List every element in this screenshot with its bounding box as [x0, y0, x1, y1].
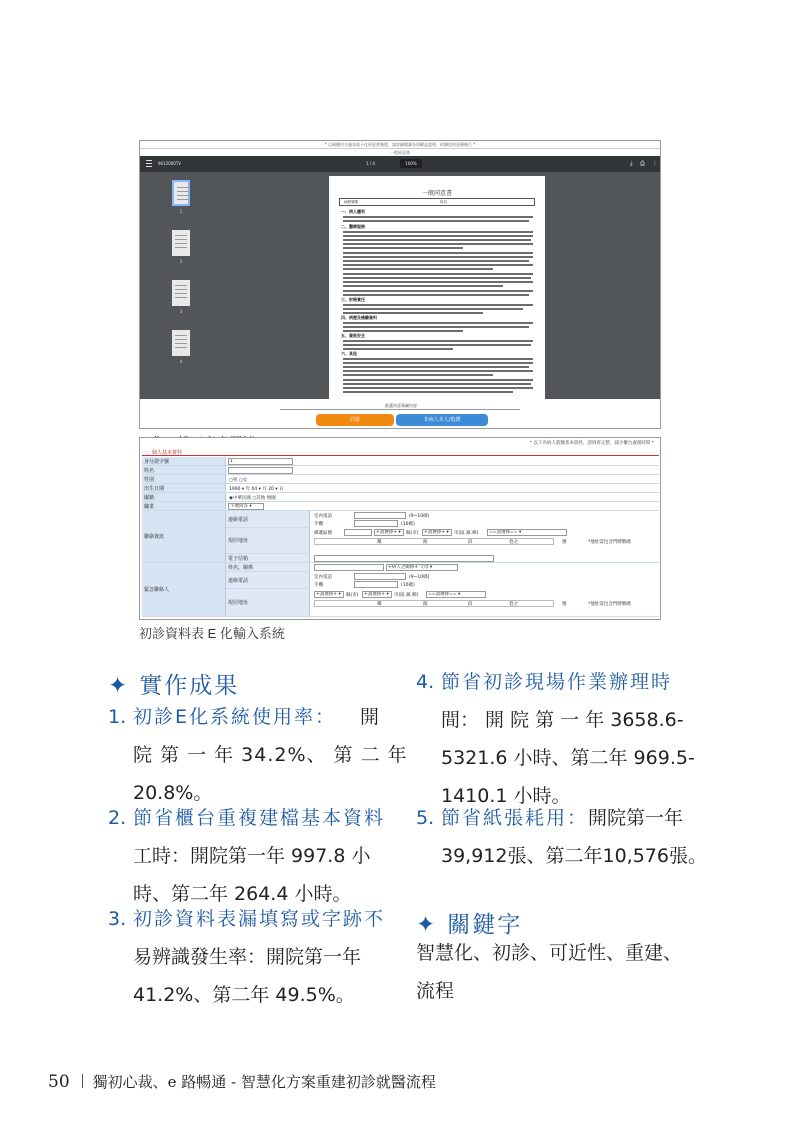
- item-text: 開: [360, 706, 380, 728]
- item-text: 間： 開 院 第 一 年 3658.6-: [441, 709, 684, 731]
- form-note: * 以下為病人就醫基本資料，請填寫完整，減少櫃台處理時間 *: [529, 441, 654, 446]
- list-item: [108, 799, 390, 913]
- address-unit: 路: [423, 540, 428, 545]
- birth-date-select[interactable]: 1990 ▾ 年 04 ▾ 月 20 ▾ 日: [229, 487, 284, 492]
- form-row: [142, 493, 659, 502]
- document-section: 一、病人權利: [341, 209, 365, 214]
- more-icon[interactable]: ⋮: [652, 160, 658, 167]
- field-label: 緊急聯絡人: [142, 563, 226, 616]
- address-unit: 號: [562, 540, 567, 545]
- field-label: 身分證字號: [142, 457, 226, 465]
- field-sublabel: 現居地址: [226, 589, 310, 617]
- district-select[interactable]: +請選擇+ ▾: [422, 529, 452, 536]
- field-sublabel: 姓名、關係: [226, 563, 310, 572]
- home-phone-hint: (9~10碼): [409, 514, 430, 519]
- item-text: 工時：開院第一年 997.8 小: [133, 845, 371, 867]
- zoom-level[interactable]: 100%: [400, 159, 422, 168]
- item-text: 41.2%、第二年 49.5%。: [133, 984, 355, 1006]
- form-row: [142, 475, 659, 484]
- figure-caption: 初診資料表 E 化輸入系統: [139, 626, 285, 641]
- item-text: 5321.6 小時、第二年 969.5-: [441, 747, 695, 769]
- form-row: [142, 457, 659, 466]
- field-label: 性別: [142, 475, 226, 483]
- item-text: 開院第一年: [588, 807, 684, 829]
- address-unit: 鄰: [377, 602, 382, 607]
- list-item: [108, 900, 390, 1014]
- zipcode-input[interactable]: [344, 529, 372, 536]
- heading-text: 實作成果: [139, 673, 240, 699]
- occupation-select[interactable]: 不便回答 ▾: [228, 503, 264, 510]
- address-detail-input[interactable]: [314, 538, 554, 545]
- mobile-input[interactable]: [354, 520, 398, 527]
- download-icon[interactable]: ⤓: [630, 160, 633, 167]
- home-phone-hint: (9~10碼): [409, 575, 430, 580]
- item-text: 時、第二年 264.4 小時。: [133, 883, 352, 905]
- form-row: [142, 484, 659, 493]
- address-hint: *地址需包含門牌號碼: [588, 540, 631, 545]
- thumbnail-label: 3: [179, 309, 183, 314]
- document-title: 一般同意書: [421, 190, 452, 197]
- field-sublabel: 連絡電話: [226, 511, 310, 528]
- agree-button[interactable]: 同意: [316, 414, 394, 426]
- thumbnail-sidebar: [140, 172, 222, 399]
- table-cell: 病歷號碼: [344, 200, 358, 204]
- address-unit: 號: [562, 602, 567, 607]
- section-heading: [108, 667, 239, 700]
- item-text: 院 第 一 年 34.2%、 第 二 年: [133, 744, 408, 766]
- page-thumbnail[interactable]: [172, 280, 190, 306]
- address-unit: 段: [468, 540, 473, 545]
- field-label: 職業: [142, 502, 226, 510]
- field-sublabel: 連絡電話: [226, 572, 310, 589]
- city-select[interactable]: +請選擇+ ▾: [314, 591, 344, 598]
- table-cell: 姓名: [440, 200, 447, 204]
- document-section: 二、醫療服務: [341, 224, 365, 229]
- item-number: 4.: [416, 671, 435, 693]
- mobile-hint: (10碼): [401, 583, 415, 588]
- emergency-mobile-input[interactable]: [354, 581, 398, 588]
- address-unit: 段: [468, 602, 473, 607]
- form-section-title: 一、個人基本資料: [142, 450, 183, 456]
- home-phone-input[interactable]: [354, 512, 406, 519]
- page-thumbnail[interactable]: [172, 230, 190, 256]
- thumbnail-label: 1: [179, 209, 183, 214]
- consent-banner: * 以兩種用方處表電子化同意書簽閱，請詳細閱讀各項權益說明，依據您的意願進行 *: [140, 141, 660, 149]
- district-select[interactable]: +請選擇+ ▾: [362, 591, 392, 598]
- menu-icon[interactable]: [146, 160, 152, 167]
- item-title: 節省紙張耗用：: [441, 807, 589, 829]
- item-number: 1.: [108, 706, 127, 728]
- field-label: 國籍: [142, 493, 226, 501]
- item-number: 2.: [108, 807, 127, 829]
- mobile-hint: (10碼): [401, 522, 415, 527]
- page-thumbnail[interactable]: [172, 330, 190, 356]
- divider: [142, 455, 659, 456]
- page-thumbnail[interactable]: [172, 180, 190, 206]
- field-sublabel: 電子信箱: [226, 554, 310, 563]
- nationality-radio[interactable]: ◉中華民國 ○其他 無國: [229, 496, 276, 501]
- home-phone-label: 室內電話: [314, 575, 332, 580]
- emergency-home-phone-input[interactable]: [354, 573, 406, 580]
- emergency-name-input[interactable]: [314, 564, 384, 571]
- document-section: 五、資訊安全: [341, 333, 365, 338]
- form-row: [142, 502, 659, 511]
- list-item: [108, 698, 408, 812]
- district-unit: 市(區.鎮.鄉): [454, 531, 479, 536]
- mobile-label: 手機: [314, 583, 323, 588]
- thumbnail-label: 2: [179, 259, 183, 264]
- page-footer: [48, 1071, 436, 1092]
- pdf-viewer-screenshot: [139, 140, 661, 429]
- item-title: 節省初診現場作業辦理時: [441, 671, 673, 693]
- list-item: [416, 799, 706, 875]
- gender-radio[interactable]: ○男 ○女: [229, 478, 248, 483]
- road-select[interactable]: ==請選擇== ▾: [426, 591, 486, 598]
- viewer-toolbar: [140, 156, 661, 172]
- form-row: [142, 511, 659, 563]
- keywords-text: 流程: [416, 980, 455, 1002]
- mobile-label: 手機: [314, 522, 323, 527]
- item-text: 20.8%。: [133, 782, 213, 804]
- viewer-filename: 9612000TV: [158, 161, 181, 166]
- name-input[interactable]: [228, 467, 293, 474]
- form-row: [142, 466, 659, 475]
- heading-text: 關鍵字: [447, 912, 523, 938]
- home-phone-label: 室內電話: [314, 514, 332, 519]
- address-unit: 巷之: [509, 540, 518, 545]
- not-patient-button[interactable]: 非病人本人/監護: [396, 414, 488, 426]
- item-text: 易辨識發生率：開院第一年: [133, 946, 362, 968]
- item-number: 3.: [108, 908, 127, 930]
- address-unit: 巷之: [509, 602, 518, 607]
- form-row: [142, 563, 659, 617]
- item-title: 節省櫃台重複建檔基本資料: [133, 807, 386, 829]
- document-page: [329, 176, 545, 399]
- address-unit: 路: [423, 602, 428, 607]
- field-sublabel: 現居地址: [226, 528, 310, 554]
- document-header-table: [339, 198, 535, 206]
- city-unit: 縣(市): [406, 531, 419, 536]
- city-select[interactable]: +請選擇+ ▾: [374, 529, 404, 536]
- field-label: 姓名: [142, 466, 226, 474]
- keywords-text: 智慧化、初診、可近性、重建、: [416, 942, 683, 964]
- document-area[interactable]: [222, 172, 661, 399]
- sparkle-icon: ✦: [108, 673, 130, 699]
- address-hint: *地址需包含門牌號碼: [588, 602, 631, 607]
- field-label: 聯絡資訊: [142, 511, 226, 562]
- item-text: 1410.1 小時。: [441, 785, 571, 807]
- document-section: 三、財務責任: [341, 297, 365, 302]
- thumbnail-label: 4: [179, 359, 183, 364]
- relation-select[interactable]: +病人之關係+ 父母 ▾: [386, 564, 458, 571]
- item-text: 39,912張、第二年10,576張。: [441, 845, 707, 867]
- district-unit: 市(區.鎮.鄉): [394, 593, 419, 598]
- item-title: 初診E化系統使用率：: [133, 706, 337, 728]
- item-number: 5.: [416, 807, 435, 829]
- city-unit: 縣(市): [346, 593, 359, 598]
- consent-subtitle: 一般同意書: [390, 150, 410, 155]
- field-label: 出生日期: [142, 484, 226, 492]
- page-indicator[interactable]: 1 / 4: [366, 161, 375, 166]
- book-title: 獨初心裁、e 路暢通 - 智慧化方案重建初診就醫流程: [92, 1073, 436, 1091]
- address-unit: 鄰: [377, 540, 382, 545]
- page-number: 50: [48, 1072, 70, 1092]
- list-item: [416, 663, 706, 815]
- email-input[interactable]: [314, 555, 494, 562]
- road-select[interactable]: ==請選擇== ▾: [487, 529, 567, 536]
- sparkle-icon: ✦: [416, 912, 438, 938]
- divider: [82, 1074, 83, 1088]
- divider: [280, 409, 520, 410]
- document-section: 六、其他: [341, 351, 357, 356]
- consent-footer-link[interactable]: 點選同意簽屬內容: [385, 403, 417, 408]
- id-number-input[interactable]: 1: [228, 458, 293, 465]
- intake-form-screenshot: [139, 437, 661, 620]
- zipcode-label: 郵遞區號: [314, 531, 332, 536]
- item-title: 初診資料表漏填寫或字跡不: [133, 908, 386, 930]
- document-section: 四、病歷及檢驗資料: [341, 315, 377, 320]
- print-icon[interactable]: ⎙: [640, 160, 645, 167]
- address-detail-input[interactable]: [314, 600, 554, 607]
